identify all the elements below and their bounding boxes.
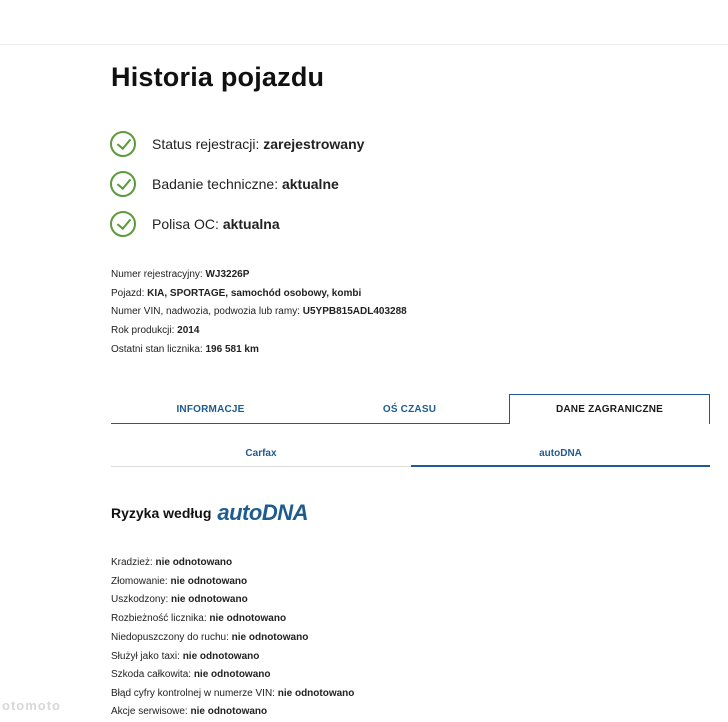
risk-item-scrapped: Złomowanie: nie odnotowano bbox=[111, 576, 248, 587]
tab-os-czasu[interactable]: OŚ CZASU bbox=[382, 403, 437, 415]
risk-heading bbox=[111, 500, 308, 526]
status-row-registration bbox=[110, 129, 364, 159]
subtab-autodna[interactable]: autoDNA bbox=[539, 447, 582, 459]
risk-item-vin-check-digit: Błąd cyfry kontrolnej w numerze VIN: nie odnotowano bbox=[111, 688, 355, 699]
risk-item-service-actions: Akcje serwisowe: nie odnotowano bbox=[111, 706, 268, 717]
info-vin: Numer VIN, nadwozia, podwozia lub ramy: U5YPB815ADL403288 bbox=[111, 306, 407, 317]
info-odometer: Ostatni stan licznika: 196 581 km bbox=[111, 344, 259, 355]
status-row-insurance bbox=[110, 209, 280, 239]
tab-bar bbox=[111, 394, 710, 424]
risk-item-damaged: Uszkodzony: nie odnotowano bbox=[111, 594, 248, 605]
watermark: otomoto bbox=[2, 698, 61, 713]
status-row-inspection bbox=[110, 169, 339, 199]
info-production-year: Rok produkcji: 2014 bbox=[111, 325, 200, 336]
autodna-logo: autoDNA bbox=[217, 500, 308, 525]
subtab-bar bbox=[111, 440, 710, 467]
page-title: Historia pojazdu bbox=[111, 62, 325, 92]
risk-heading-label: Ryzyka według bbox=[111, 505, 212, 521]
status-text: Badanie techniczne: aktualne bbox=[152, 176, 339, 192]
info-vehicle: Pojazd: KIA, SPORTAGE, samochód osobowy, kombi bbox=[111, 288, 362, 299]
tab-informacje[interactable]: INFORMACJE bbox=[176, 403, 245, 415]
check-circle-icon bbox=[110, 171, 136, 197]
check-circle-icon bbox=[110, 131, 136, 157]
subtab-carfax[interactable]: Carfax bbox=[245, 447, 277, 459]
top-bar bbox=[0, 0, 728, 45]
subtab-divider bbox=[111, 466, 411, 467]
risk-item-odometer-mismatch: Rozbieżność licznika: nie odnotowano bbox=[111, 613, 287, 624]
risk-item-taxi: Służył jako taxi: nie odnotowano bbox=[111, 651, 260, 662]
risk-item-theft: Kradzież: nie odnotowano bbox=[111, 557, 233, 568]
risk-item-total-loss: Szkoda całkowita: nie odnotowano bbox=[111, 669, 271, 680]
tab-dane-zagraniczne[interactable]: DANE ZAGRANICZNE bbox=[509, 394, 710, 424]
info-registration-number: Numer rejestracyjny: WJ3226P bbox=[111, 269, 250, 280]
check-circle-icon bbox=[110, 211, 136, 237]
risk-item-not-roadworthy: Niedopuszczony do ruchu: nie odnotowano bbox=[111, 632, 309, 643]
status-text: Status rejestracji: zarejestrowany bbox=[152, 136, 365, 152]
status-text: Polisa OC: aktualna bbox=[152, 216, 280, 232]
